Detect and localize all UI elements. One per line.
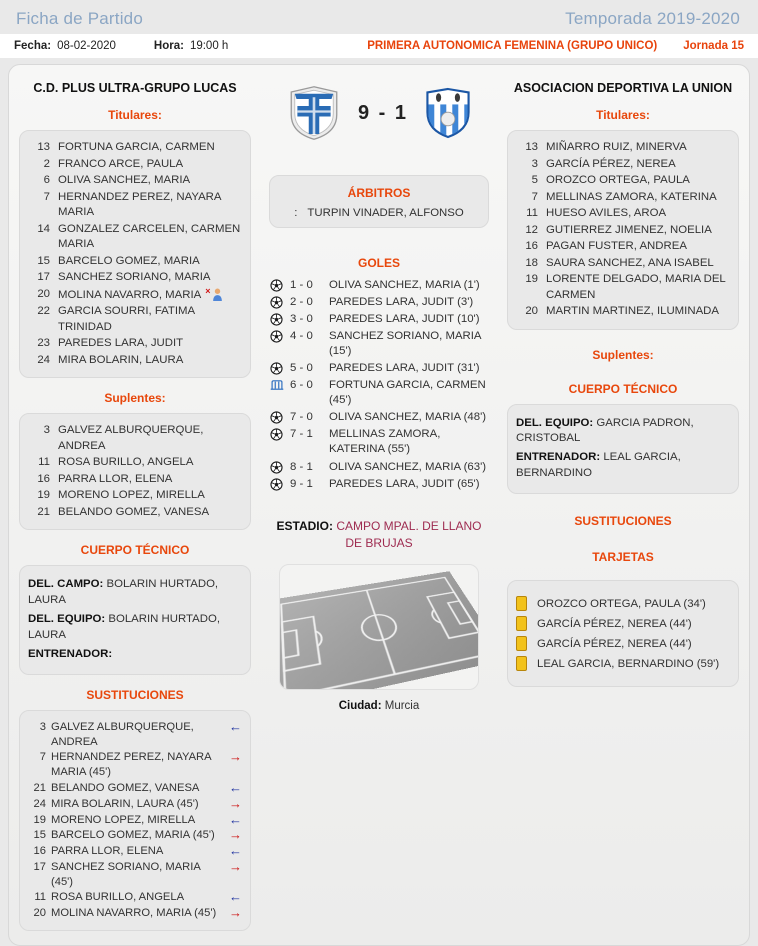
player-row <box>28 190 242 221</box>
player-number: 19 <box>33 813 46 826</box>
goal-scorer: SANCHEZ SORIANO, MARIA (15') <box>329 330 481 358</box>
home-team-logo <box>286 85 342 141</box>
staff-name: LEAL GARCIA, BERNARDINO <box>516 451 681 480</box>
player-number: 16 <box>33 845 46 858</box>
player-number: 6 <box>43 174 50 186</box>
player-row <box>516 173 730 189</box>
soccer-ball-icon <box>270 330 284 343</box>
hora-label: Hora: <box>153 40 184 52</box>
substitution-row <box>28 890 242 905</box>
player-number: 7 <box>531 190 538 203</box>
home-staff-panel <box>19 565 251 675</box>
home-team-column <box>19 69 251 931</box>
player-number: 19 <box>525 273 538 285</box>
home-substitutions-title: SUSTITUCIONES <box>86 687 184 702</box>
card-player: GARCÍA PÉREZ, NEREA (44') <box>537 637 692 650</box>
yellow-card-icon <box>516 616 527 631</box>
player-number: 11 <box>38 456 50 468</box>
player-name: BARCELO GOMEZ, MARIA <box>58 254 200 267</box>
match-center-column <box>265 69 493 931</box>
player-number: 24 <box>33 797 46 810</box>
player-number: 3 <box>43 424 50 436</box>
staff-row <box>28 647 242 663</box>
referees-panel <box>269 175 489 228</box>
goal-scorer: OLIVA SANCHEZ, MARIA (63') <box>329 460 487 473</box>
goal-row <box>270 477 488 492</box>
player-number: 17 <box>37 271 50 283</box>
staff-name: BOLARIN HURTADO, LAURA <box>28 612 220 641</box>
away-staff-panel <box>507 404 739 495</box>
substitution-row <box>28 720 242 750</box>
player-row <box>28 505 242 521</box>
goal-score: 3 - 0 <box>290 313 313 326</box>
stadium-field-image <box>279 564 479 690</box>
away-suplentes-title: Suplentes: <box>592 347 654 362</box>
player-row <box>516 256 730 272</box>
page-title: Ficha de Partido <box>16 9 143 28</box>
player-number: 17 <box>33 860 46 873</box>
player-name: MIRA BOLARIN, LAURA (45') <box>51 797 199 810</box>
player-number: 18 <box>525 256 538 269</box>
soccer-ball-icon <box>270 296 284 309</box>
goals-title: GOLES <box>357 256 400 270</box>
goal-row <box>270 312 488 327</box>
player-row <box>28 455 242 471</box>
yellow-card-icon <box>516 656 527 671</box>
goal-row <box>270 329 488 359</box>
player-name: PAREDES LARA, JUDIT <box>58 337 184 349</box>
player-name: MOLINA NAVARRO, MARIA (45') <box>51 907 217 920</box>
substitution-row <box>28 828 242 843</box>
player-name: BARCELO GOMEZ, MARIA (45') <box>51 829 215 842</box>
scoreline <box>265 85 493 141</box>
player-name: ROSA BURILLO, ANGELA <box>58 456 194 468</box>
player-name: SAURA SANCHEZ, ANA ISABEL <box>546 256 714 269</box>
player-number: 12 <box>525 223 538 236</box>
away-titulares-title: Titulares: <box>596 108 650 122</box>
player-number: 21 <box>33 781 46 794</box>
home-suplentes-title: Suplentes: <box>104 391 166 405</box>
substitution-arrow-icon <box>227 828 242 842</box>
player-name: HUESO AVILES, AROA <box>546 207 667 219</box>
player-name: PAGAN FUSTER, ANDREA <box>546 240 687 252</box>
home-titulares-title: Titulares: <box>108 108 162 122</box>
player-row <box>516 190 730 206</box>
player-name: PARRA LLOR, ELENA <box>58 472 173 485</box>
goal-frame-icon <box>270 379 284 391</box>
goal-scorer: PAREDES LARA, JUDIT (10') <box>329 313 480 326</box>
goal-score: 4 - 0 <box>290 330 313 343</box>
staff-name: GARCIA PADRON, CRISTOBAL <box>516 416 694 445</box>
goal-score: 7 - 0 <box>290 411 313 424</box>
match-sheet <box>8 64 750 946</box>
player-name: BELANDO GOMEZ, VANESA <box>51 781 200 794</box>
staff-role-label: DEL. EQUIPO: <box>28 612 106 625</box>
goal-scorer: FORTUNA GARCIA, CARMEN (45') <box>329 379 486 407</box>
goal-scorer: PAREDES LARA, JUDIT (3') <box>329 296 474 309</box>
player-name: GARCÍA PÉREZ, NEREA <box>546 157 676 170</box>
substitution-row <box>28 781 242 796</box>
player-row <box>28 336 242 352</box>
red-x-icon: × <box>205 285 211 296</box>
away-team-name: ASOCIACION DEPORTIVA LA UNION <box>513 81 733 95</box>
player-number: 7 <box>39 751 46 764</box>
player-name: GALVEZ ALBURQUERQUE, ANDREA <box>58 424 204 452</box>
player-number: 22 <box>37 305 50 317</box>
away-cards-panel <box>507 580 739 687</box>
player-name: GARCIA SOURRI, FATIMA TRINIDAD <box>58 305 195 333</box>
home-suplentes-panel <box>19 413 251 530</box>
soccer-ball-icon <box>270 411 284 424</box>
away-substitutions-title: SUSTITUCIONES <box>574 514 672 529</box>
goal-row <box>270 361 488 376</box>
goal-row <box>270 378 488 408</box>
staff-role-label: DEL. CAMPO: <box>28 578 104 590</box>
staff-row <box>516 416 730 448</box>
staff-role-label: ENTRENADOR: <box>516 451 601 464</box>
player-row <box>28 423 242 454</box>
player-row <box>516 140 730 156</box>
goal-scorer: OLIVA SANCHEZ, MARIA (1') <box>329 279 480 291</box>
goals-list <box>270 278 488 492</box>
player-number: 13 <box>525 141 538 153</box>
substitution-row <box>28 844 242 859</box>
player-number: 11 <box>34 891 46 904</box>
player-number: 24 <box>37 353 50 366</box>
pitch-graphic <box>279 572 479 691</box>
soccer-ball-icon <box>270 313 284 326</box>
player-row <box>28 353 242 369</box>
fecha-value: 08-02-2020 <box>57 40 116 52</box>
goal-scorer: PAREDES LARA, JUDIT (31') <box>329 362 480 375</box>
player-name: BELANDO GOMEZ, VANESA <box>58 505 210 518</box>
goal-score: 6 - 0 <box>290 379 313 392</box>
goal-row <box>270 295 488 310</box>
stadium-label: ESTADIO: <box>276 518 333 533</box>
player-name: LORENTE DELGADO, MARIA DEL CARMEN <box>546 273 726 301</box>
player-name: OLIVA SANCHEZ, MARIA <box>58 174 191 186</box>
card-player: GARCÍA PÉREZ, NEREA (44') <box>537 617 692 630</box>
city-row <box>265 700 493 712</box>
player-name: HERNANDEZ PEREZ, NAYARA MARIA <box>58 190 221 218</box>
player-name: SANCHEZ SORIANO, MARIA <box>58 271 211 283</box>
substitution-row <box>28 813 242 828</box>
player-row <box>28 270 242 286</box>
home-substitutions-panel <box>19 710 251 931</box>
goal-score: 9 - 1 <box>290 477 313 490</box>
player-name: GONZALEZ CARCELEN, CARMEN MARIA <box>58 222 241 250</box>
goal-row <box>270 460 488 475</box>
city-value: Murcia <box>384 700 420 713</box>
player-number: 23 <box>37 337 50 349</box>
substitution-arrow-icon <box>227 860 242 874</box>
season-label: Temporada 2019-2020 <box>565 9 740 28</box>
hora-value: 19:00 h <box>189 40 229 52</box>
substitution-row <box>28 797 242 812</box>
stadium-link[interactable]: CAMPO MPAL. DE LLANO DE BRUJAS <box>336 518 482 550</box>
player-row <box>516 272 730 303</box>
card-player: LEAL GARCIA, BERNARDINO (59') <box>537 657 720 670</box>
player-number: 20 <box>33 907 46 920</box>
substitution-row <box>28 906 242 921</box>
match-info-bar <box>0 34 758 58</box>
substitution-arrow-icon <box>227 890 242 904</box>
player-row <box>516 239 730 255</box>
player-name: MORENO LOPEZ, MIRELLA <box>51 813 196 826</box>
competition-name: PRIMERA AUTONOMICA FEMENINA (GRUPO UNICO) <box>367 40 658 52</box>
player-number: 13 <box>37 141 50 153</box>
referee-prefix: : <box>294 207 298 219</box>
player-number: 20 <box>525 305 538 317</box>
substitution-arrow-icon <box>227 797 242 811</box>
player-row <box>28 304 242 335</box>
player-number: 7 <box>43 190 50 203</box>
player-row <box>28 488 242 504</box>
referee-name: TURPIN VINADER, ALFONSO <box>307 207 464 219</box>
staff-row <box>28 577 242 609</box>
card-row <box>516 636 730 651</box>
home-team-name: C.D. PLUS ULTRA-GRUPO LUCAS <box>33 81 237 95</box>
player-name: MIÑARRO RUIZ, MINERVA <box>546 141 687 153</box>
substitution-arrow-icon <box>227 906 242 920</box>
card-row <box>516 656 730 671</box>
player-row <box>516 223 730 239</box>
player-number: 16 <box>525 240 538 252</box>
away-staff-title: CUERPO TÉCNICO <box>568 381 678 396</box>
referees-title: ÁRBITROS <box>347 186 411 200</box>
player-name: GUTIERREZ JIMENEZ, NOELIA <box>546 223 712 236</box>
player-row <box>516 206 730 222</box>
player-number: 20 <box>37 287 50 300</box>
substitution-arrow-icon <box>227 844 242 858</box>
player-row <box>516 304 730 320</box>
player-flag-icon <box>205 285 222 301</box>
goal-scorer: MELLINAS ZAMORA, KATERINA (55') <box>329 428 441 456</box>
player-number: 5 <box>531 174 538 186</box>
player-number: 3 <box>531 157 538 170</box>
goal-score: 5 - 0 <box>290 362 313 375</box>
away-team-column <box>507 69 739 931</box>
card-player: OROZCO ORTEGA, PAULA (34') <box>537 597 706 610</box>
goal-row <box>270 410 488 425</box>
staff-row <box>516 450 730 482</box>
goal-score: 1 - 0 <box>290 279 313 291</box>
away-cards-title: TARJETAS <box>592 550 654 565</box>
player-name: ROSA BURILLO, ANGELA <box>51 891 185 904</box>
player-number: 3 <box>39 720 46 733</box>
player-name: FORTUNA GARCIA, CARMEN <box>58 141 215 153</box>
yellow-card-icon <box>516 636 527 651</box>
soccer-ball-icon <box>270 428 284 441</box>
player-row <box>28 222 242 253</box>
goal-row <box>270 278 488 293</box>
away-titulares-panel <box>507 130 739 330</box>
venue-block <box>265 518 493 553</box>
substitution-arrow-icon <box>227 781 242 795</box>
player-name: SANCHEZ SORIANO, MARIA (45') <box>51 860 201 888</box>
staff-role-label: DEL. EQUIPO: <box>516 416 594 429</box>
player-number: 19 <box>37 489 50 501</box>
home-staff-title: CUERPO TÉCNICO <box>80 543 190 557</box>
match-score: 9 - 1 <box>357 101 409 124</box>
player-name: GALVEZ ALBURQUERQUE, ANDREA <box>51 720 194 748</box>
player-number: 14 <box>37 222 50 235</box>
goal-row <box>270 427 488 457</box>
player-number: 15 <box>37 254 50 267</box>
player-number: 11 <box>526 207 538 219</box>
player-number: 16 <box>37 472 50 485</box>
staff-name: BOLARIN HURTADO, LAURA <box>28 578 219 606</box>
yellow-card-icon <box>516 596 527 611</box>
card-row <box>516 616 730 631</box>
substitution-row <box>28 750 242 780</box>
goal-score: 7 - 1 <box>290 428 313 441</box>
player-number: 21 <box>37 505 50 518</box>
away-team-logo <box>424 87 472 139</box>
player-row <box>28 254 242 270</box>
soccer-ball-icon <box>270 461 284 474</box>
staff-row <box>28 612 242 644</box>
player-row <box>28 287 242 304</box>
staff-role-label: ENTRENADOR: <box>28 647 113 660</box>
player-name: HERNANDEZ PEREZ, NAYARA MARIA (45') <box>51 751 211 779</box>
player-name: MIRA BOLARIN, LAURA <box>58 353 184 366</box>
player-row <box>28 157 242 173</box>
player-name: PARRA LLOR, ELENA <box>51 845 164 858</box>
home-titulares-panel <box>19 130 251 378</box>
person-icon <box>212 288 223 301</box>
goal-score: 2 - 0 <box>290 296 313 309</box>
player-name: OROZCO ORTEGA, PAULA <box>546 174 690 186</box>
jornada-label: Jornada 15 <box>683 40 744 52</box>
player-row <box>28 140 242 156</box>
substitution-arrow-icon <box>227 720 242 734</box>
player-row <box>516 157 730 173</box>
player-name: MORENO LOPEZ, MIRELLA <box>58 489 205 501</box>
goal-scorer: OLIVA SANCHEZ, MARIA (48') <box>329 411 487 424</box>
page-header <box>0 0 758 34</box>
soccer-ball-icon <box>270 362 284 375</box>
substitution-arrow-icon <box>227 750 242 764</box>
player-name: MOLINA NAVARRO, MARIA × <box>58 287 242 304</box>
player-name: MELLINAS ZAMORA, KATERINA <box>546 190 717 203</box>
player-row <box>28 173 242 189</box>
player-row <box>28 472 242 488</box>
fecha-label: Fecha: <box>14 40 52 52</box>
soccer-ball-icon <box>270 478 284 491</box>
substitution-row <box>28 860 242 890</box>
soccer-ball-icon <box>270 279 284 292</box>
player-name: MARTIN MARTINEZ, ILUMINADA <box>546 305 719 317</box>
goal-score: 8 - 1 <box>290 460 313 473</box>
player-name: FRANCO ARCE, PAULA <box>58 157 184 170</box>
card-row <box>516 596 730 611</box>
player-number: 15 <box>33 829 46 842</box>
goal-scorer: PAREDES LARA, JUDIT (65') <box>329 477 480 490</box>
substitution-arrow-icon <box>227 813 242 827</box>
city-label: Ciudad: <box>338 700 382 713</box>
player-number: 2 <box>43 157 50 170</box>
referee-row <box>276 207 482 219</box>
